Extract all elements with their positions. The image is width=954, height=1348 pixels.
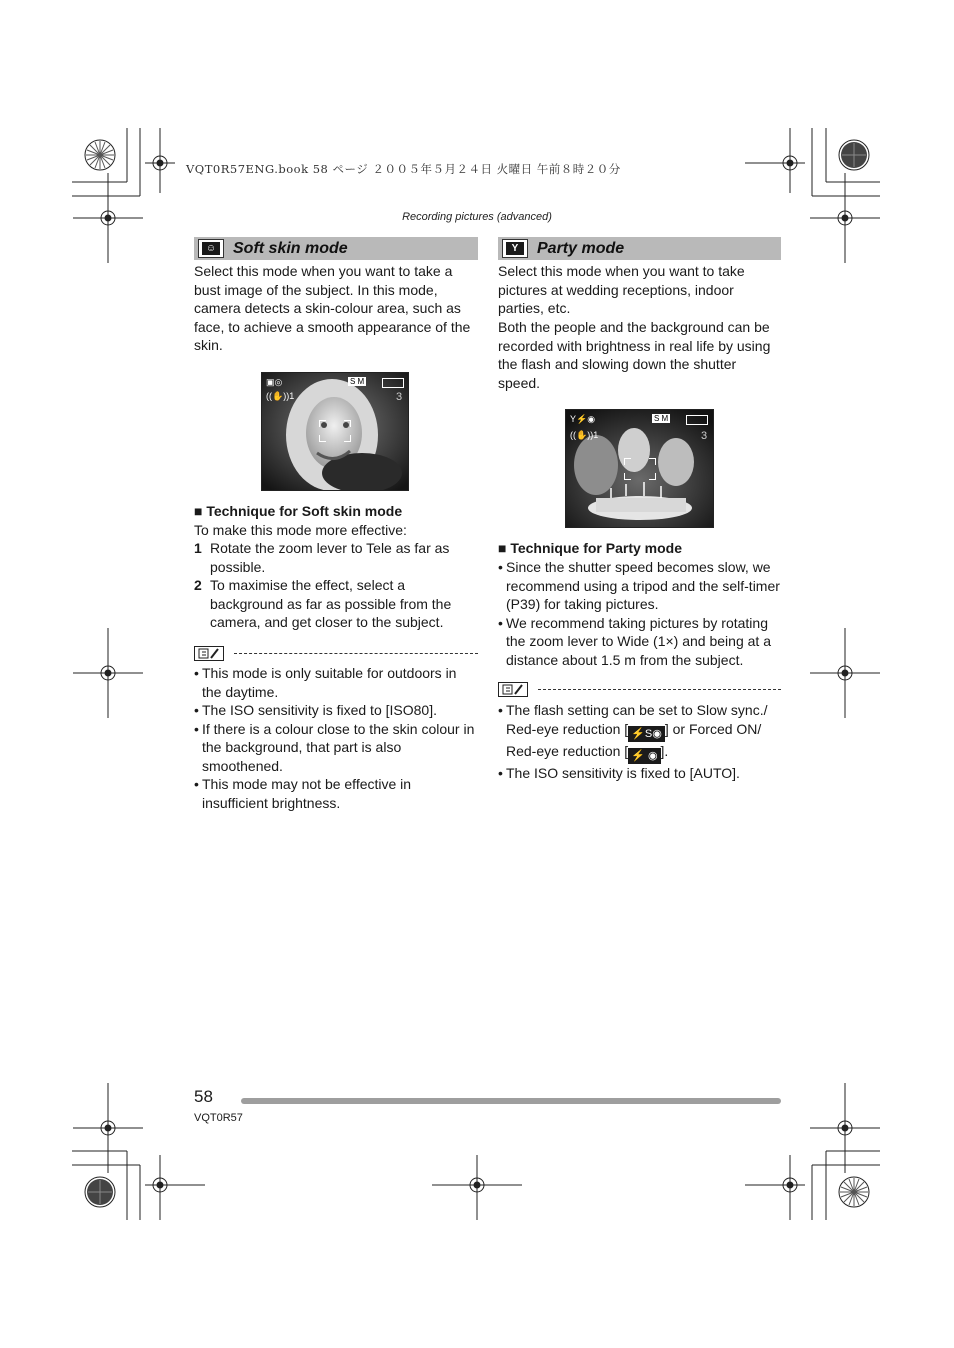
osd-mode-icon: ▣◎ — [266, 377, 283, 387]
soft-skin-steps — [194, 539, 478, 632]
party-title: Party mode — [537, 239, 625, 257]
note-item: • The ISO sensitivity is fixed to [AUTO]. — [498, 764, 740, 781]
flash-slow-sync-redeye-icon: ⚡S◉ — [628, 726, 665, 742]
soft-skin-note-divider — [194, 645, 478, 662]
osd-mode-icon: Y⚡◉ — [570, 414, 596, 424]
note-item: • This mode is only suitable for outdoors in the daytime. — [194, 665, 457, 700]
footer-rule — [241, 1098, 781, 1104]
af-frame-icon — [624, 458, 656, 480]
osd-shake: ((✋))1 — [266, 391, 295, 401]
battery-icon — [382, 378, 404, 388]
soft-skin-title: Soft skin mode — [233, 239, 348, 257]
party-technique-bullets — [498, 558, 781, 669]
note-item: • This mode may not be effective in insufficient brightness. — [194, 776, 412, 811]
note-item: • If there is a colour close to the skin colour in the background, that part is also smoothened. — [194, 720, 475, 774]
technique-item: • Since the shutter speed becomes slow, we recommend using a tripod and the self-timer (P39) for taking pictures. — [498, 559, 780, 612]
note-pencil-icon — [194, 646, 224, 661]
running-head: Recording pictures (advanced) — [402, 211, 552, 223]
party-mode-icon: Y — [502, 239, 528, 258]
note-pencil-icon — [498, 682, 528, 697]
osd-remaining: 3 — [701, 430, 708, 442]
party-header — [498, 237, 781, 260]
party-notes — [498, 701, 781, 782]
note-item: • The ISO sensitivity is fixed to [ISO80]. — [194, 702, 437, 718]
osd-remaining: 3 — [396, 391, 403, 403]
soft-skin-sample-photo — [261, 372, 409, 491]
soft-skin-technique-intro: To make this mode more effective: — [194, 522, 407, 538]
step-item: 2 To maximise the effect, select a background as far as possible from the camera, and get closer to the subject. — [194, 577, 452, 630]
note-item: • The flash setting can be set to Slow sync./ Red-eye reduction [ ⚡S◉ ] or Forced ON/ Red-eye reduction [ ⚡ ◉ ]. — [498, 702, 768, 762]
document-code: VQT0R57 — [194, 1112, 243, 1124]
flash-forced-redeye-icon: ⚡ ◉ — [628, 748, 660, 764]
party-technique-title: ■ Technique for Party mode — [498, 540, 683, 556]
osd-quality: S M — [350, 377, 365, 386]
soft-skin-mode-icon: ☺ — [198, 239, 224, 258]
battery-icon — [686, 415, 708, 425]
soft-skin-header — [194, 237, 478, 260]
printer-slug: VQT0R57ENG.book 58 ページ ２００５年５月２４日 火曜日 午前８時２０分 — [186, 162, 621, 176]
page-number: 58 — [194, 1087, 213, 1106]
party-intro-2: Both the people and the background can be recorded with brightness in real life by using the flash and slowing down the shutter speed. — [498, 319, 771, 391]
party-intro-1: Select this mode when you want to take pictures at wedding receptions, indoor parties, etc. — [498, 263, 745, 316]
step-item: 1 Rotate the zoom lever to Tele as far as possible. — [194, 540, 450, 575]
party-note-divider — [498, 681, 781, 698]
osd-shake: ((✋))1 — [570, 430, 599, 440]
af-frame-icon — [319, 420, 351, 442]
soft-skin-intro: Select this mode when you want to take a bust image of the subject. In this mode, camera detects a skin-colour area, such as face, to achieve a smooth appearance of the skin. — [194, 263, 471, 353]
osd-quality: S M — [654, 414, 669, 423]
party-sample-photo — [565, 409, 714, 528]
technique-item: • We recommend taking pictures by rotating the zoom lever to Wide (1×) and being at a distance about 1.5 m from the subject. — [498, 614, 771, 668]
soft-skin-notes — [194, 664, 478, 812]
soft-skin-technique-title: ■ Technique for Soft skin mode — [194, 503, 403, 519]
